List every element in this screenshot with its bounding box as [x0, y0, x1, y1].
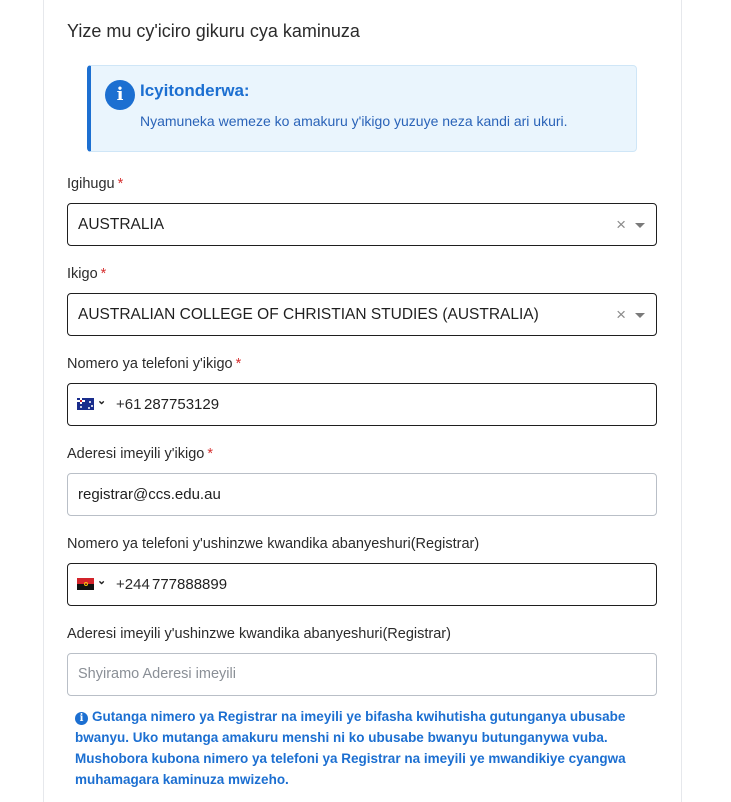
inst-phone-dial-code: +61	[116, 396, 142, 413]
info-title: Icyitonderwa:	[140, 81, 250, 100]
inst-phone-label-text: Nomero ya telefoni y'ikigo	[67, 356, 233, 372]
required-asterisk: *	[100, 266, 107, 282]
institution-label	[67, 266, 106, 282]
registrar-email-label: Aderesi imeyili y'ushinzwe kwandika abanyeshuri(Registrar)	[67, 626, 451, 642]
country-code-chevron-down-icon[interactable]: ⌄	[97, 395, 107, 407]
country-label	[67, 176, 123, 192]
page-title: Yize mu cy'iciro gikuru cya kaminuza	[67, 21, 360, 41]
info-circle-icon: i	[75, 712, 88, 725]
required-asterisk: *	[235, 356, 242, 372]
registrar-note-text: Gutanga nimero ya Registrar na imeyili ye bifasha kwihutisha gutunganya ubusabe bwanyu. Uko mutanga amakuru menshi ni ko ubusabe bwanyu butunganywa vuba. Mushobora kubona nimero ya telefoni ya Registrar na imeyili ye mwandikiye cyangwa muhamagara kaminuza mwizeho.	[75, 709, 626, 787]
info-text: Nyamuneka wemeze ko amakuru y'ikigo yuzuye neza kandi ari ukuri.	[140, 113, 568, 129]
institution-clear-icon[interactable]: ×	[616, 305, 626, 324]
info-alert	[87, 65, 637, 152]
registrar-email-placeholder: Shyiramo Aderesi imeyili	[78, 666, 236, 682]
required-asterisk: *	[117, 176, 124, 192]
inst-phone-field[interactable]	[67, 383, 657, 426]
country-selected-value: AUSTRALIA	[78, 216, 165, 233]
registrar-email-field[interactable]	[67, 653, 657, 696]
institution-dropdown-arrow-icon[interactable]	[635, 313, 645, 318]
country-label-text: Igihugu	[67, 176, 115, 192]
registrar-note	[75, 706, 665, 790]
country-dropdown-arrow-icon[interactable]	[635, 223, 645, 228]
institution-select[interactable]	[67, 293, 657, 336]
country-select[interactable]	[67, 203, 657, 246]
australia-flag-icon[interactable]	[77, 398, 94, 410]
registrar-phone-field[interactable]	[67, 563, 657, 606]
inst-email-value: registrar@ccs.edu.au	[78, 486, 221, 503]
inst-email-label	[67, 446, 213, 462]
inst-phone-number[interactable]: 287753129	[144, 396, 220, 413]
registrar-phone-label: Nomero ya telefoni y'ushinzwe kwandika abanyeshuri(Registrar)	[67, 536, 480, 552]
info-circle-icon: i	[105, 80, 135, 110]
inst-email-label-text: Aderesi imeyili y'ikigo	[67, 446, 205, 462]
angola-flag-icon[interactable]	[77, 578, 94, 590]
required-asterisk: *	[207, 446, 213, 462]
country-clear-icon[interactable]: ×	[616, 215, 626, 234]
country-code-chevron-down-icon[interactable]: ⌄	[97, 575, 107, 587]
inst-email-field[interactable]	[67, 473, 657, 516]
registrar-phone-dial-code: +244	[116, 576, 150, 593]
registrar-phone-number[interactable]: 777888899	[152, 576, 228, 593]
inst-phone-label	[67, 356, 241, 372]
institution-label-text: Ikigo	[67, 266, 98, 282]
institution-selected-value: AUSTRALIAN COLLEGE OF CHRISTIAN STUDIES (AUSTRALIA)	[78, 306, 539, 323]
